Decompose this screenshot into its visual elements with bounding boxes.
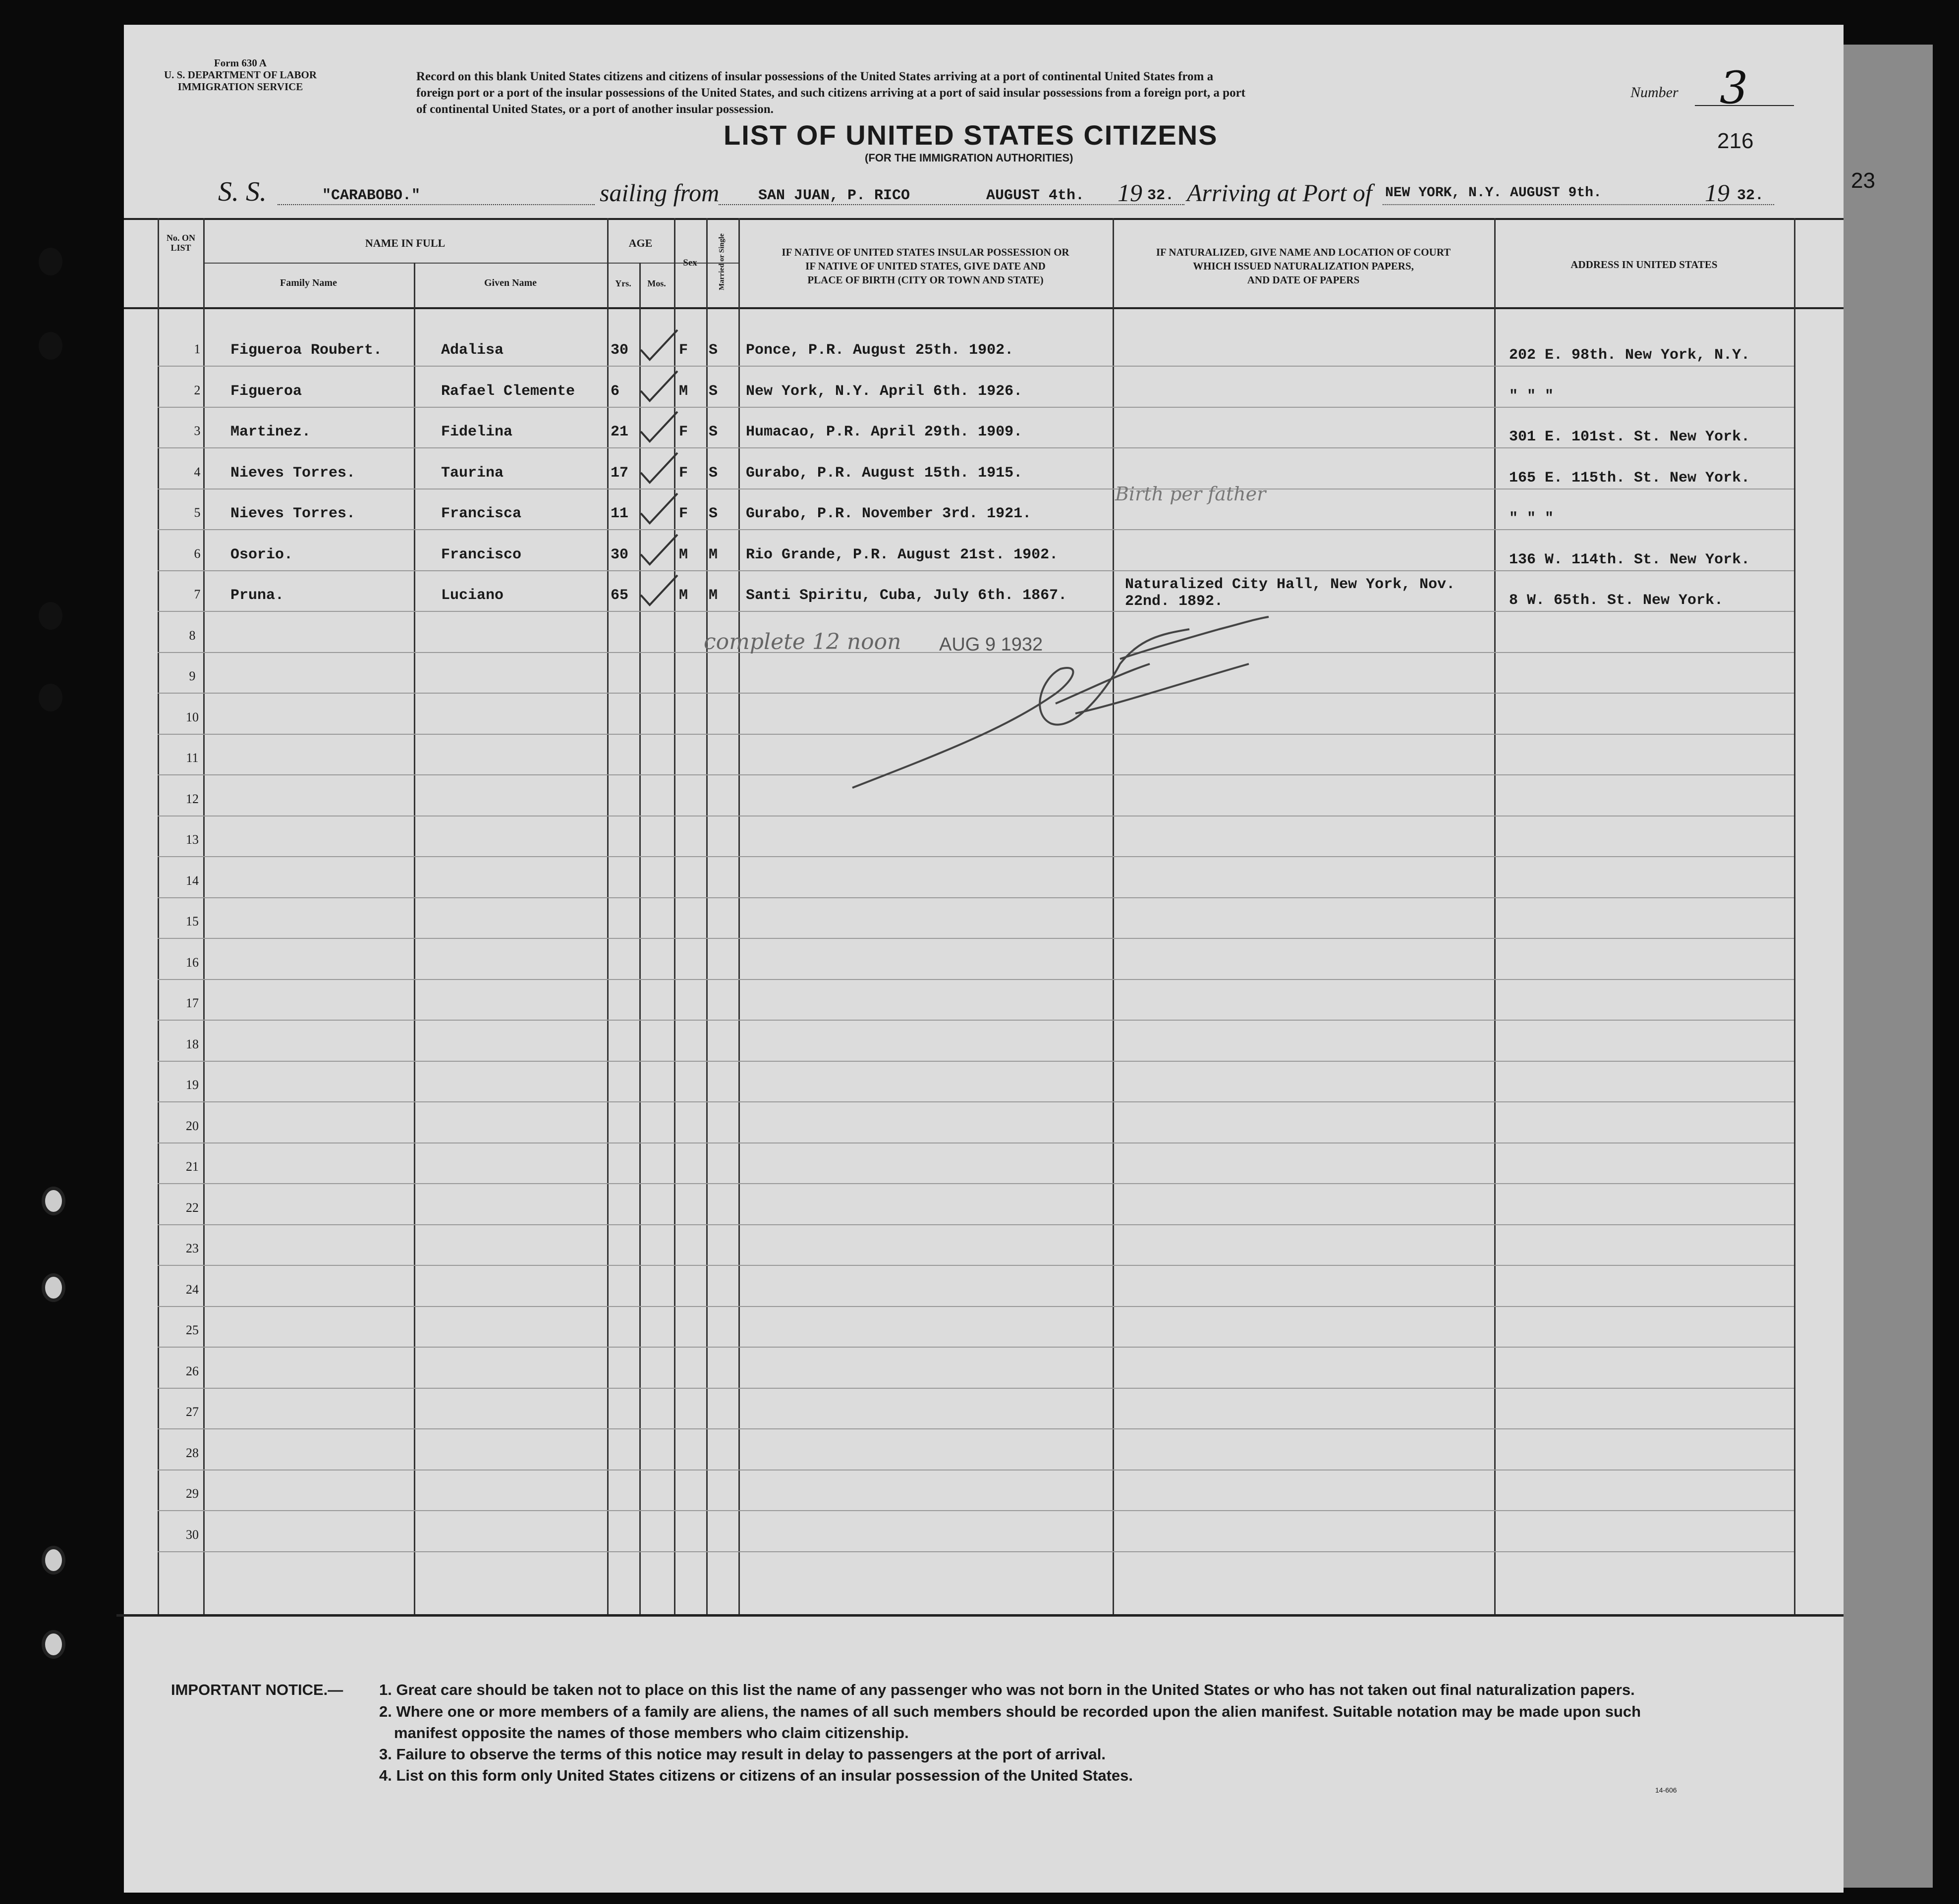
- sex: F: [679, 464, 688, 482]
- row-rule: [158, 1388, 1794, 1389]
- row-rule: [158, 1101, 1794, 1102]
- sex: M: [679, 382, 688, 400]
- marital-status: S: [709, 505, 718, 522]
- notice-item-1: 1. Great care should be taken not to place on this list the name of any passenger who was not born in the United States or who has not taken out final naturalization papers.: [379, 1681, 1635, 1698]
- family-name: Nieves Torres.: [230, 464, 356, 482]
- row-number: 19: [186, 1078, 199, 1092]
- row-rule: [158, 1020, 1794, 1021]
- age-years: 30: [611, 546, 629, 563]
- from-port: SAN JUAN, P. RICO: [758, 187, 910, 204]
- given-name: Francisco: [441, 546, 522, 563]
- given-name: Adalisa: [441, 342, 504, 359]
- sailing-label: sailing from: [600, 179, 720, 207]
- footer-code: 14-606: [1655, 1786, 1677, 1794]
- sex: F: [679, 505, 688, 522]
- family-name: Martinez.: [230, 424, 311, 440]
- col-divider: [1113, 218, 1114, 1614]
- birth-place-date: Gurabo, P.R. November 3rd. 1921.: [746, 505, 1032, 522]
- col-header-birth-line: PLACE OF BIRTH (CITY OR TOWN AND STATE): [807, 274, 1044, 286]
- page-number: 216: [1717, 129, 1754, 153]
- family-name: Figueroa: [230, 382, 302, 400]
- row-number: 28: [186, 1445, 199, 1460]
- row-rule: [158, 407, 1794, 408]
- binder-ring: [42, 1273, 65, 1302]
- binder-ring: [42, 1187, 65, 1215]
- row-number: 14: [186, 873, 199, 888]
- year-prefix: 19: [1705, 179, 1730, 207]
- age-years: 65: [611, 587, 629, 604]
- row-number: 25: [186, 1323, 199, 1337]
- date-stamp: AUG 9 1932: [939, 634, 1043, 655]
- header-divider: [203, 263, 738, 264]
- given-name: Francisca: [441, 505, 522, 522]
- given-name: Fidelina: [441, 424, 513, 440]
- notice-item-2-cont: manifest opposite the names of those members who claim citizenship.: [394, 1724, 909, 1741]
- row-number: 24: [186, 1282, 199, 1297]
- row-number: 16: [186, 955, 199, 970]
- row-rule: [158, 1142, 1794, 1143]
- binder-hole: [39, 602, 62, 630]
- marital-status: S: [709, 382, 718, 400]
- number-value: 3: [1720, 62, 1748, 114]
- binder-hole: [39, 684, 62, 711]
- inspector-signature: [842, 609, 1279, 798]
- address: 202 E. 98th. New York, N.Y.: [1509, 347, 1750, 364]
- row-rule: [158, 1061, 1794, 1062]
- row-number: 21: [186, 1159, 199, 1174]
- marital-status: M: [709, 587, 718, 604]
- col-header-age: AGE: [628, 237, 653, 249]
- birth-place-date: Rio Grande, P.R. August 21st. 1902.: [746, 546, 1059, 563]
- marital-status: M: [709, 546, 718, 563]
- col-header-naturalized: [1113, 245, 1494, 287]
- row-number: 29: [186, 1486, 199, 1501]
- form-id-block: [159, 57, 322, 93]
- given-name: Luciano: [441, 587, 504, 604]
- row-rule: [158, 1183, 1794, 1184]
- birth-place-date: Ponce, P.R. August 25th. 1902.: [746, 342, 1014, 359]
- col-divider: [706, 218, 708, 1614]
- row-rule: [158, 938, 1794, 939]
- check-mark: [637, 491, 681, 526]
- sex: M: [679, 587, 688, 604]
- header-bottom-border: [124, 307, 1844, 309]
- row-rule: [158, 366, 1794, 367]
- row-number: 4: [194, 464, 201, 479]
- birth-place-date: Santi Spiritu, Cuba, July 6th. 1867.: [746, 587, 1067, 604]
- binder-hole: [39, 248, 62, 275]
- check-mark: [637, 533, 681, 567]
- row-number: 11: [186, 751, 199, 765]
- col-header-naturalized-line: AND DATE OF PAPERS: [1247, 274, 1360, 286]
- department: U. S. DEPARTMENT OF LABOR: [164, 69, 317, 81]
- instruction-line: Record on this blank United States citizens and citizens of insular possessions of the United States arriving at a port of continental United States from a: [416, 70, 1214, 83]
- row-number: 26: [186, 1363, 199, 1378]
- birth-place-date: New York, N.Y. April 6th. 1926.: [746, 382, 1023, 400]
- row-number: 23: [186, 1241, 199, 1255]
- row-rule: [158, 570, 1794, 571]
- sex: F: [679, 424, 688, 440]
- address: " " ": [1509, 510, 1554, 527]
- family-name: Figueroa Roubert.: [230, 342, 383, 359]
- notice-item-4: 4. List on this form only United States citizens or citizens of an insular possession of the United States.: [379, 1767, 1133, 1784]
- page-subtitle: (FOR THE IMMIGRATION AUTHORITIES): [865, 152, 1073, 164]
- row-rule: [158, 529, 1794, 530]
- age-years: 30: [611, 342, 629, 359]
- row-number: 9: [189, 669, 196, 683]
- col-header-family: Family Name: [280, 277, 337, 288]
- row-rule: [158, 856, 1794, 857]
- row-number: 17: [186, 996, 199, 1010]
- number-label: Number: [1630, 84, 1679, 101]
- check-mark: [637, 328, 681, 363]
- naturalization-line-2: 22nd. 1892.: [1125, 593, 1224, 610]
- check-mark: [637, 410, 681, 444]
- row-number: 27: [186, 1405, 199, 1419]
- manifest-sheet: [124, 25, 1844, 1893]
- given-name: Rafael Clemente: [441, 382, 575, 400]
- back-page-edge: [1834, 45, 1933, 1888]
- age-years: 21: [611, 424, 629, 440]
- address: 8 W. 65th. St. New York.: [1509, 592, 1724, 609]
- col-divider: [607, 218, 609, 1614]
- address: 301 E. 101st. St. New York.: [1509, 429, 1750, 445]
- marital-status: S: [709, 342, 718, 359]
- dotted-fill: [278, 204, 595, 205]
- binder-hole: [39, 332, 62, 360]
- col-header-married-single: Married or Single: [718, 233, 726, 290]
- col-header-naturalized-line: IF NATURALIZED, GIVE NAME AND LOCATION OF COURT: [1156, 246, 1451, 258]
- year-prefix: 19: [1118, 179, 1142, 207]
- notice-heading: IMPORTANT NOTICE.—: [171, 1681, 343, 1698]
- sail-year: 32.: [1147, 187, 1175, 204]
- binder-ring: [42, 1546, 65, 1575]
- col-header-given: Given Name: [484, 277, 537, 288]
- given-name: Taurina: [441, 464, 504, 482]
- col-divider: [738, 218, 740, 1614]
- page-title: LIST OF UNITED STATES CITIZENS: [724, 119, 1218, 151]
- row-number: 8: [189, 628, 196, 643]
- marital-status: S: [709, 424, 718, 440]
- row-number: 1: [194, 342, 201, 356]
- row-number: 6: [194, 546, 201, 561]
- col-header-yrs: Yrs.: [615, 278, 631, 288]
- instruction-line: foreign port or a port of the insular possessions of the United States, and such citizens arriving at a port of said insular possessions from a foreign port, a port: [416, 86, 1245, 100]
- notice-item-3: 3. Failure to observe the terms of this notice may result in delay to passengers at the port of arrival.: [379, 1745, 1106, 1763]
- row-rule: [158, 1224, 1794, 1225]
- row4-note: Birth per father: [1115, 483, 1266, 505]
- margin-number: 23: [1851, 168, 1875, 193]
- age-years: 17: [611, 464, 629, 482]
- row-number: 7: [194, 587, 201, 601]
- service: IMMIGRATION SERVICE: [177, 81, 303, 93]
- marital-status: S: [709, 464, 718, 482]
- row-rule: [158, 1265, 1794, 1266]
- sail-date: AUGUST 4th.: [986, 187, 1085, 204]
- age-years: 11: [611, 505, 629, 522]
- arriving-label: Arriving at Port of: [1187, 179, 1372, 207]
- row-rule: [158, 1428, 1794, 1429]
- col-header-no: No. ON LIST: [167, 233, 195, 253]
- col-header-birth-line: IF NATIVE OF UNITED STATES, GIVE DATE AND: [805, 260, 1046, 272]
- complete-note: complete 12 noon: [704, 629, 901, 654]
- row-number: 5: [194, 505, 201, 520]
- row-rule: [158, 489, 1794, 490]
- table-top-border: [124, 218, 1844, 220]
- binder-ring: [42, 1630, 65, 1659]
- arrival-year: 32.: [1737, 187, 1764, 204]
- sex: M: [679, 546, 688, 563]
- row-rule: [158, 1510, 1794, 1511]
- age-years: 6: [611, 382, 620, 400]
- sex: F: [679, 342, 688, 359]
- address: 165 E. 115th. St. New York.: [1509, 469, 1750, 487]
- row-number: 22: [186, 1200, 199, 1215]
- row-rule: [158, 1306, 1794, 1307]
- birth-place-date: Gurabo, P.R. August 15th. 1915.: [746, 464, 1023, 482]
- col-header-birth: [738, 245, 1113, 287]
- address: " " ": [1509, 387, 1554, 405]
- row-number: 18: [186, 1036, 199, 1051]
- col-header-sex: Sex: [683, 258, 697, 268]
- ss-label: S. S.: [218, 176, 267, 207]
- row-rule: [158, 1347, 1794, 1348]
- family-name: Nieves Torres.: [230, 505, 356, 522]
- instructions: [416, 68, 1245, 117]
- row-rule: [158, 1551, 1794, 1552]
- row-number: 2: [194, 382, 201, 397]
- col-header-naturalized-line: WHICH ISSUED NATURALIZATION PAPERS,: [1193, 260, 1414, 272]
- col-divider: [158, 218, 159, 1614]
- col-header-name: NAME IN FULL: [365, 237, 446, 249]
- row-rule: [158, 897, 1794, 898]
- row-rule: [158, 447, 1794, 448]
- ship-name: "CARABOBO.": [322, 187, 421, 204]
- check-mark: [637, 573, 681, 608]
- col-divider: [1794, 218, 1795, 1614]
- table-bottom-border: [116, 1614, 1844, 1617]
- naturalization-line-1: Naturalized City Hall, New York, Nov.: [1125, 576, 1455, 593]
- row-rule: [158, 1469, 1794, 1470]
- row-number: 30: [186, 1527, 199, 1542]
- row-number: 15: [186, 914, 199, 928]
- family-name: Pruna.: [230, 587, 284, 604]
- check-mark: [637, 451, 681, 486]
- row-number: 10: [186, 709, 199, 724]
- address: 136 W. 114th. St. New York.: [1509, 551, 1750, 568]
- dotted-fill: [719, 204, 1184, 205]
- row-number: 13: [186, 832, 199, 847]
- row-rule: [158, 979, 1794, 980]
- col-header-mos: Mos.: [647, 278, 666, 288]
- instruction-line: of continental United States, or a port of another insular possession.: [416, 103, 774, 116]
- row-number: 3: [194, 424, 201, 438]
- col-divider: [1494, 218, 1496, 1614]
- check-mark: [637, 369, 681, 404]
- form-number: Form 630 A: [214, 57, 267, 69]
- col-header-address: ADDRESS IN UNITED STATES: [1570, 259, 1718, 271]
- arrival-port-date: NEW YORK, N.Y. AUGUST 9th.: [1385, 185, 1602, 201]
- row-number: 20: [186, 1118, 199, 1133]
- notice-item-2: 2. Where one or more members of a family are aliens, the names of all such members should be recorded upon the alien manifest. Suitable notation may be made upon such: [379, 1703, 1641, 1720]
- family-name: Osorio.: [230, 546, 293, 563]
- birth-place-date: Humacao, P.R. April 29th. 1909.: [746, 424, 1023, 440]
- col-header-birth-line: IF NATIVE OF UNITED STATES INSULAR POSSESSION OR: [782, 246, 1069, 258]
- row-number: 12: [186, 791, 199, 806]
